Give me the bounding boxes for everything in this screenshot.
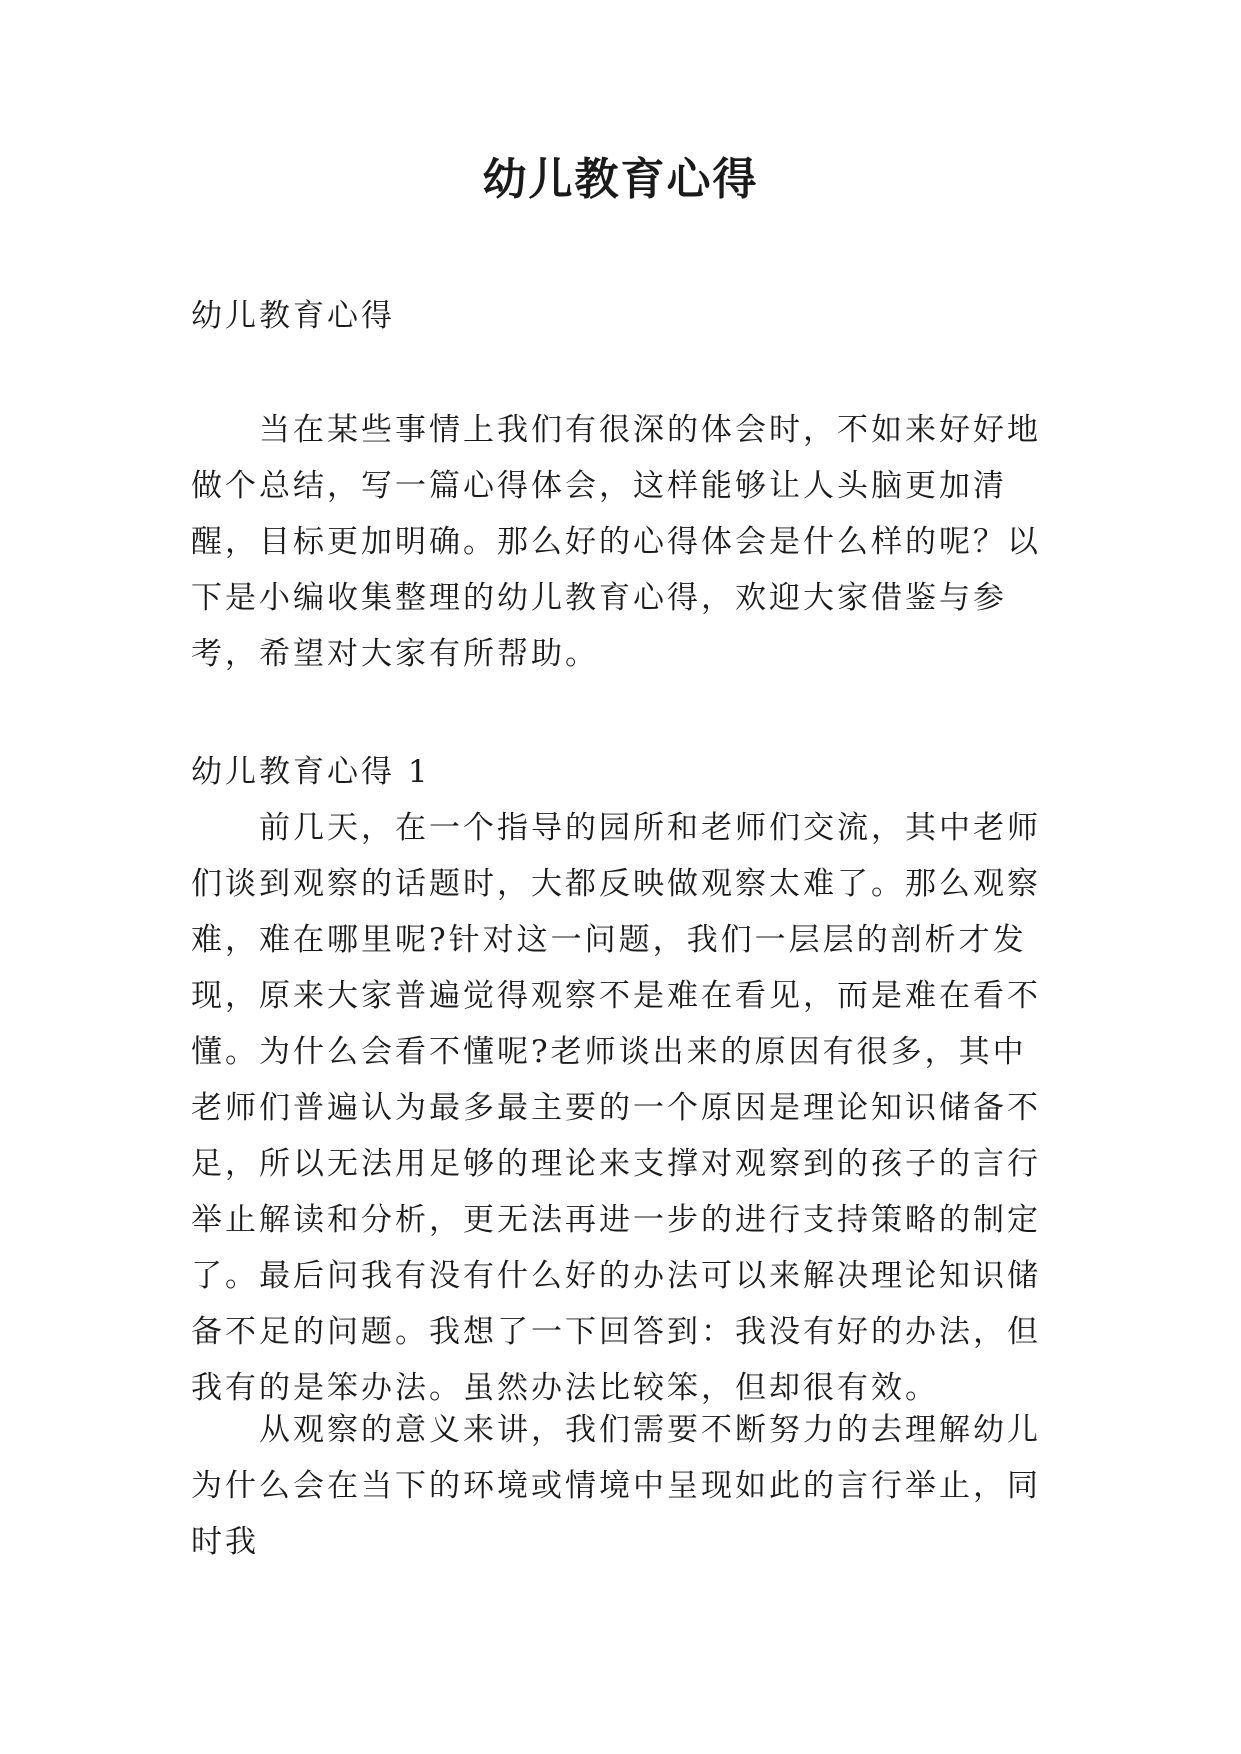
section-heading: 幼儿教育心得 1: [191, 754, 431, 790]
intro-paragraph: 当在某些事情上我们有很深的体会时，不如来好好地做个总结，写一篇心得体会，这样能够让人头脑更加清醒，目标更加明确。那么好的心得体会是什么样的呢？以下是小编收集整理的幼儿教育心得，欢迎大家借鉴与参考，希望对大家有所帮助。: [191, 412, 1041, 672]
body-paragraph-1: 前几天，在一个指导的园所和老师们交流，其中老师们谈到观察的话题时，大都反映做观察太难了。那么观察难，难在哪里呢?针对这一问题，我们一层层的剖析才发现，原来大家普遍觉得观察不是难在看见，而是难在看不懂。为什么会看不懂呢?老师谈出来的原因有很多，其中老师们普遍认为最多最主要的一个原因是理论知识储备不足，所以无法用足够的理论来支撑对观察到的孩子的言行举止解读和分析，更无法再进一步的进行支持策略的制定了。最后问我有没有什么好的办法可以来解决理论知识储备不足的问题。我想了一下回答到：我没有好的办法，但我有的是笨办法。虽然办法比较笨，但却很有效。: [191, 810, 1041, 1406]
document-title: 幼儿教育心得: [482, 154, 759, 205]
body-paragraph-2: 从观察的意义来讲，我们需要不断努力的去理解幼儿为什么会在当下的环境或情境中呈现如此的言行举止，同时我: [191, 1412, 1041, 1560]
document-subtitle: 幼儿教育心得: [191, 298, 395, 334]
